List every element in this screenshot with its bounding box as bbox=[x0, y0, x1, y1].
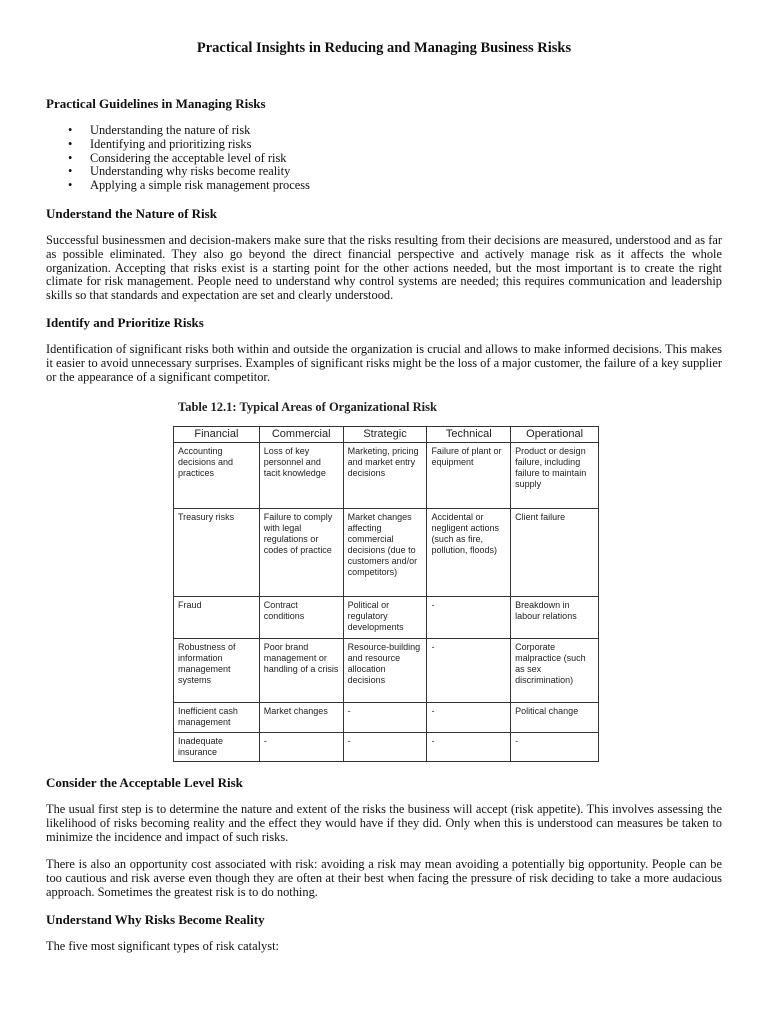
page-title: Practical Insights in Reducing and Managing Business Risks bbox=[196, 40, 572, 56]
list-item: • Applying a simple risk management process bbox=[46, 179, 310, 193]
table-cell: - bbox=[511, 733, 599, 762]
table-cell: Marketing, pricing and market entry decisions bbox=[343, 443, 427, 509]
heading-reality: Understand Why Risks Become Reality bbox=[46, 912, 265, 927]
table-cell: Client failure bbox=[511, 509, 599, 597]
column-header: Operational bbox=[511, 427, 599, 443]
column-header: Commercial bbox=[259, 427, 343, 443]
table-cell: Accidental or negligent actions (such as fire, pollution, floods) bbox=[427, 509, 511, 597]
table-cell: - bbox=[343, 703, 427, 733]
table-cell: - bbox=[427, 597, 511, 639]
table-header-row bbox=[174, 427, 599, 443]
heading-guidelines: Practical Guidelines in Managing Risks bbox=[46, 96, 266, 111]
table-cell: Treasury risks bbox=[174, 509, 260, 597]
table-cell: - bbox=[427, 733, 511, 762]
table-cell: - bbox=[343, 733, 427, 762]
table-cell: Political change bbox=[511, 703, 599, 733]
table-row bbox=[174, 733, 599, 762]
table-row bbox=[174, 509, 599, 597]
table-cell: Inadequate insurance bbox=[174, 733, 260, 762]
table-cell: Inefficient cash management bbox=[174, 703, 260, 733]
heading-identify: Identify and Prioritize Risks bbox=[46, 315, 204, 330]
table-cell: Contract conditions bbox=[259, 597, 343, 639]
heading-nature: Understand the Nature of Risk bbox=[46, 206, 217, 221]
column-header: Strategic bbox=[343, 427, 427, 443]
risk-table bbox=[173, 426, 599, 762]
table-cell: Market changes bbox=[259, 703, 343, 733]
column-header: Financial bbox=[174, 427, 260, 443]
table-cell: Fraud bbox=[174, 597, 260, 639]
table-cell: Poor brand management or handling of a crisis bbox=[259, 639, 343, 703]
table-cell: Product or design failure, including failure to maintain supply bbox=[511, 443, 599, 509]
table-cell: Robustness of information management systems bbox=[174, 639, 260, 703]
risk-table-figure bbox=[170, 393, 598, 765]
table-cell: - bbox=[427, 639, 511, 703]
table-cell: Loss of key personnel and tacit knowledge bbox=[259, 443, 343, 509]
table-cell: Failure to comply with legal regulations or codes of practice bbox=[259, 509, 343, 597]
paragraph-acceptable-2: There is also an opportunity cost associated with risk: avoiding a risk may mean avoiding a potentially big opportunity. People can be too cautious and risk averse even though they are often at their best when facing the pressure of risk deciding to take a more audacious approach. Sometimes the greatest risk is to do nothing. bbox=[46, 857, 722, 899]
list-item: • Identifying and prioritizing risks bbox=[46, 138, 310, 152]
column-header: Technical bbox=[427, 427, 511, 443]
paragraph-acceptable-1: The usual first step is to determine the nature and extent of the risks the business will accept (risk appetite). This involves assessing the likelihood of risks becoming reality and the effect they would have if they did. Only when this is understood can measures be taken to minimize the incidence and impact of such risks. bbox=[46, 802, 722, 844]
guidelines-list bbox=[46, 124, 310, 193]
table-cell: - bbox=[427, 703, 511, 733]
table-title: Table 12.1: Typical Areas of Organizational Risk bbox=[178, 400, 437, 414]
table-cell: Political or regulatory developments bbox=[343, 597, 427, 639]
heading-acceptable: Consider the Acceptable Level Risk bbox=[46, 775, 243, 790]
table-cell: Breakdown in labour relations bbox=[511, 597, 599, 639]
table-row bbox=[174, 703, 599, 733]
table-row bbox=[174, 639, 599, 703]
table-cell: Resource-building and resource allocation decisions bbox=[343, 639, 427, 703]
table-cell: Market changes affecting commercial decisions (due to customers and/or competitors) bbox=[343, 509, 427, 597]
list-item: • Understanding the nature of risk bbox=[46, 124, 310, 138]
table-row bbox=[174, 597, 599, 639]
table-cell: Accounting decisions and practices bbox=[174, 443, 260, 509]
table-cell: - bbox=[259, 733, 343, 762]
list-item: • Understanding why risks become reality bbox=[46, 165, 310, 179]
paragraph-nature: Successful businessmen and decision-makers make sure that the risks resulting from their decisions are measured, understood and as far as possible eliminated. They also go beyond the direct financial perspective and actively manage risk as it affects the whole organization. Accepting that risks exist is a starting point for the other actions needed, but the most important is to create the right climate for risk management. People need to understand why control systems are needed; this requires communication and leadership skills so that standards and expectation are set and clearly understood. bbox=[46, 233, 722, 303]
table-row bbox=[174, 443, 599, 509]
table-cell: Corporate malpractice (such as sex discrimination) bbox=[511, 639, 599, 703]
list-item: • Considering the acceptable level of risk bbox=[46, 152, 310, 166]
paragraph-reality: The five most significant types of risk catalyst: bbox=[46, 939, 279, 953]
table-cell: Failure of plant or equipment bbox=[427, 443, 511, 509]
paragraph-identify: Identification of significant risks both within and outside the organization is crucial and allows to make informed decisions. This makes it easier to avoid unnecessary surprises. Examples of significant risks might be the loss of a major customer, the failure of a key supplier or the appearance of a significant competitor. bbox=[46, 342, 722, 384]
